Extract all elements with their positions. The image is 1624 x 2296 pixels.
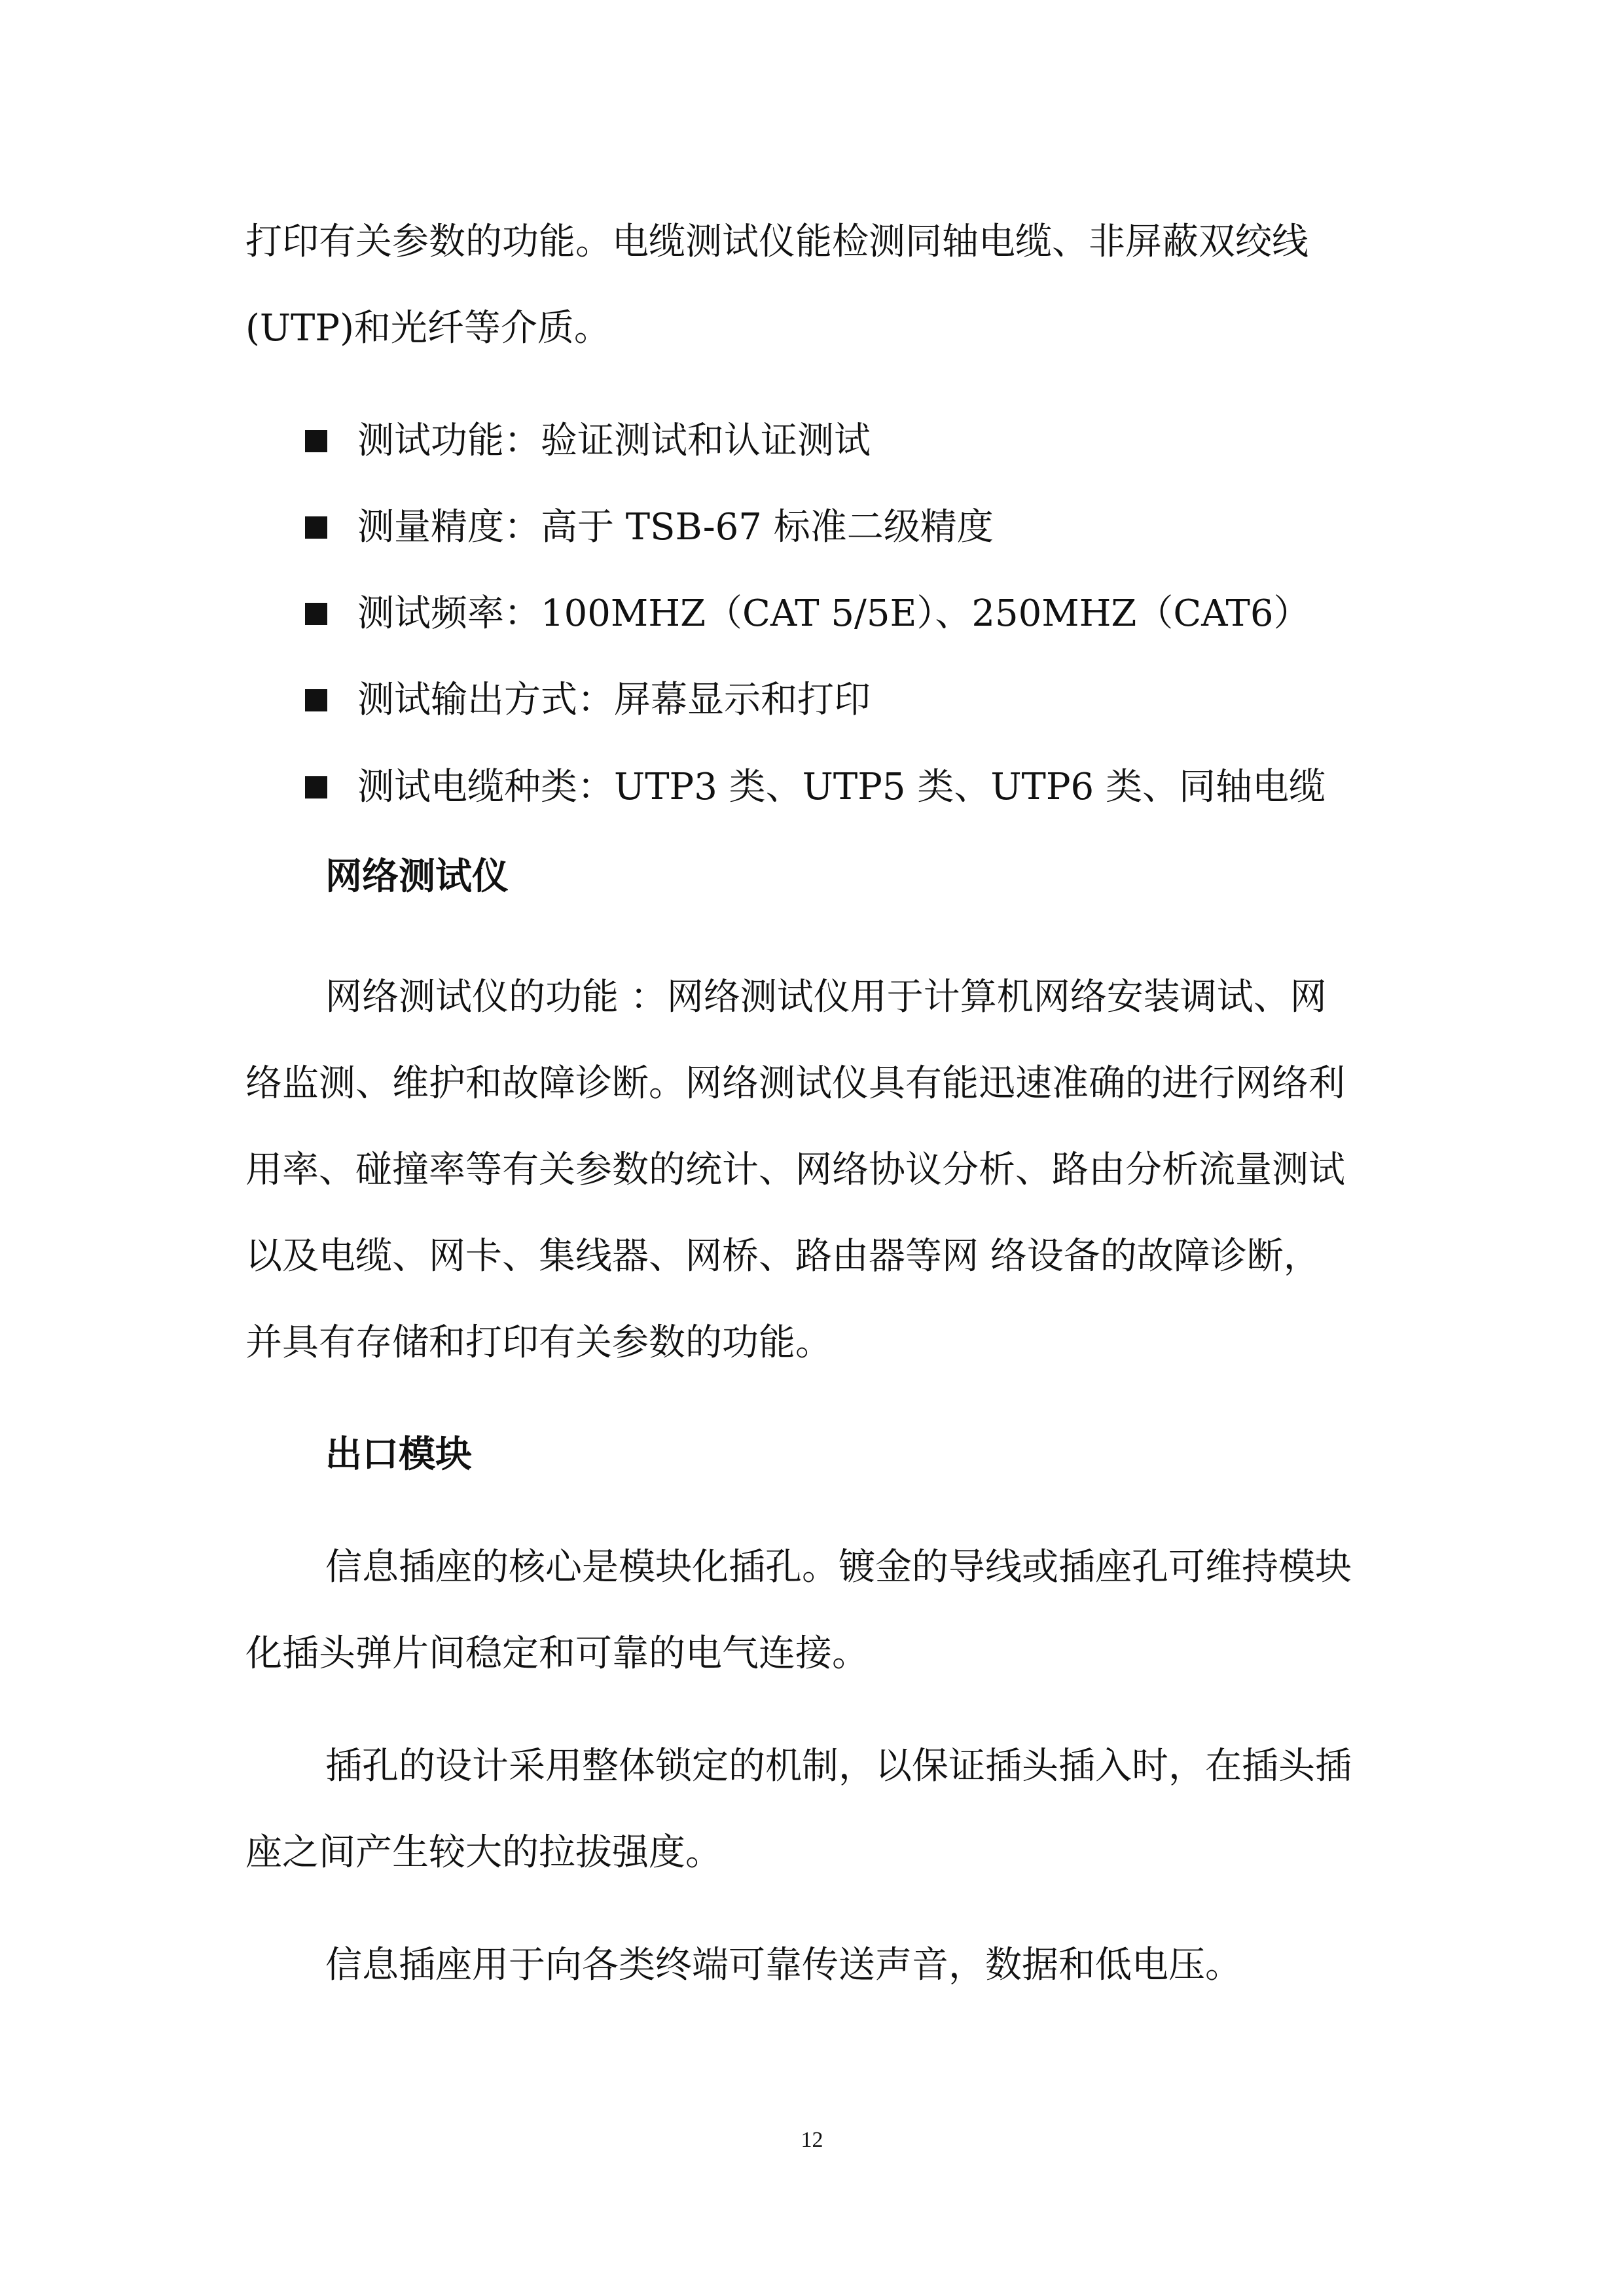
bullet-square-icon xyxy=(305,430,327,452)
bullet-text: 测试频率：100MHZ（CAT 5/5E）、250MHZ（CAT6） xyxy=(357,592,1310,635)
network-tester-line-5: 并具有存储和打印有关参数的功能。 xyxy=(245,1321,832,1364)
network-tester-line-2: 络监测、维护和故障诊断。网络测试仪具有能迅速准确的进行网络利 xyxy=(245,1062,1345,1105)
outlet-para1-line-2: 化插头弹片间稳定和可靠的电气连接。 xyxy=(245,1632,869,1675)
bullet-square-icon xyxy=(305,689,327,711)
intro-line-2: (UTP)和光纤等介质。 xyxy=(245,307,611,350)
bullet-square-icon xyxy=(305,776,327,798)
bullet-item-cable-types xyxy=(305,761,1326,814)
network-tester-line-1: 网络测试仪的功能 ：网络测试仪用于计算机网络安装调试、网 xyxy=(325,976,1327,1018)
section-heading-network-tester: 网络测试仪 xyxy=(325,855,509,898)
bullet-item-output xyxy=(305,674,871,726)
bullet-square-icon xyxy=(305,603,327,625)
outlet-para2-line-1: 插孔的设计采用整体锁定的机制，以保证插头插入时，在插头插 xyxy=(325,1745,1352,1787)
outlet-para2-line-2: 座之间产生较大的拉拔强度。 xyxy=(245,1831,722,1874)
page-number: 12 xyxy=(801,2128,823,2152)
bullet-item-frequency xyxy=(305,588,1310,640)
section-heading-outlet-module: 出口模块 xyxy=(325,1433,472,1476)
bullet-item-precision xyxy=(305,501,994,554)
bullet-text: 测试输出方式：屏幕显示和打印 xyxy=(357,679,871,721)
network-tester-line-3: 用率、碰撞率等有关参数的统计、网络协议分析、路由分析流量测试 xyxy=(245,1149,1345,1191)
network-tester-line-4: 以及电缆、网卡、集线器、网桥、路由器等网 络设备的故障诊断， xyxy=(245,1235,1320,1278)
bullet-text: 测试功能：验证测试和认证测试 xyxy=(357,420,871,462)
outlet-para3-line-1: 信息插座用于向各类终端可靠传送声音，数据和低电压。 xyxy=(325,1944,1242,1986)
outlet-para1-line-1: 信息插座的核心是模块化插孔。镀金的导线或插座孔可维持模块 xyxy=(325,1546,1352,1588)
bullet-text: 测量精度：高于 TSB-67 标准二级精度 xyxy=(357,506,994,548)
bullet-text: 测试电缆种类：UTP3 类、UTP5 类、UTP6 类、同轴电缆 xyxy=(357,766,1326,808)
bullet-item-test-function xyxy=(305,415,871,467)
bullet-square-icon xyxy=(305,516,327,539)
intro-line-1: 打印有关参数的功能。电缆测试仪能检测同轴电缆、非屏蔽双绞线 xyxy=(245,221,1308,263)
